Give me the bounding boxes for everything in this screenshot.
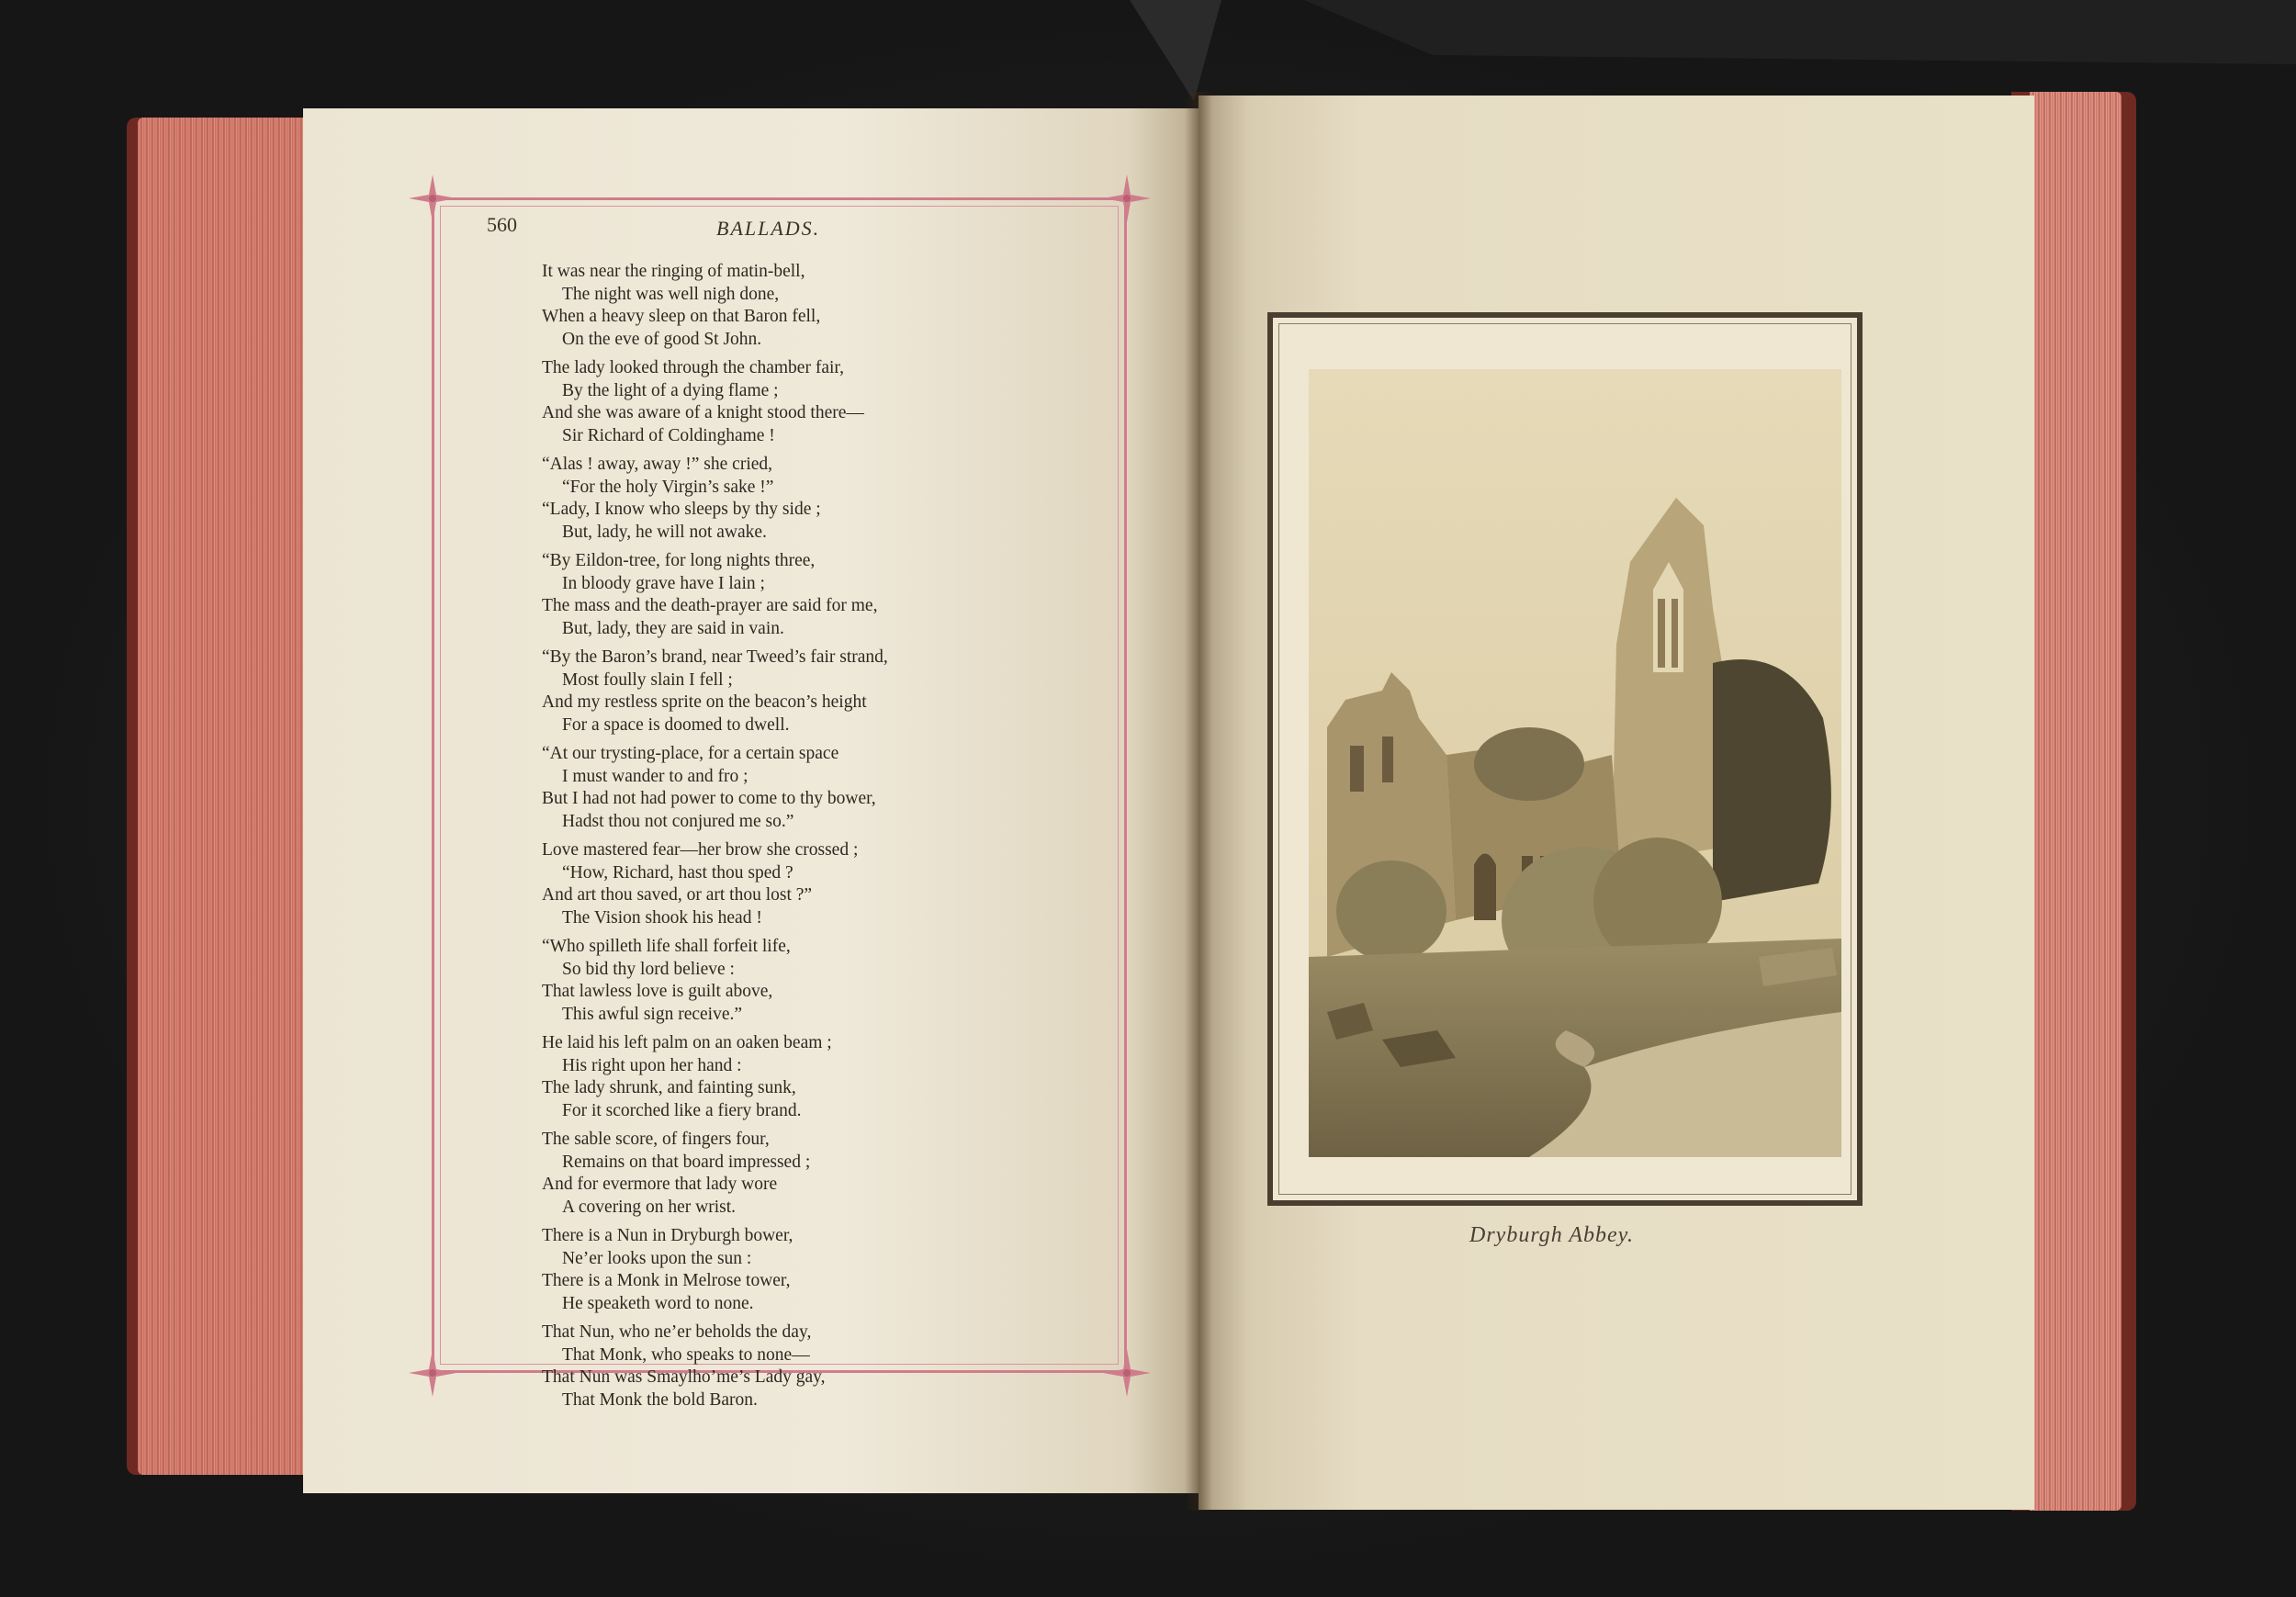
- abbey-photograph: [1309, 369, 1841, 1157]
- corner-ornament-icon: [1099, 171, 1154, 226]
- poem-text: [542, 261, 1093, 1418]
- poem-line: Most foully slain I fell ;: [562, 669, 733, 690]
- poem-line: That Nun, who ne’er beholds the day,: [542, 1322, 812, 1342]
- page-edges-right: [2030, 92, 2122, 1511]
- poem-line: That Monk, who speaks to none—: [562, 1344, 810, 1365]
- poem-stanza: [542, 1032, 1093, 1122]
- poem-line: On the eve of good St John.: [562, 329, 762, 349]
- poem-line: A covering on her wrist.: [562, 1197, 737, 1217]
- poem-stanza: [542, 936, 1093, 1026]
- poem-line: The lady looked through the chamber fair,: [542, 358, 844, 377]
- poem-stanza: [542, 357, 1093, 447]
- corner-ornament-icon: [1099, 1345, 1154, 1400]
- poem-line: Remains on that board impressed ;: [562, 1152, 811, 1172]
- poem-line: And my restless sprite on the beacon’s height: [542, 692, 867, 712]
- poem-line: He laid his left palm on an oaken beam ;: [542, 1033, 832, 1052]
- poem-line: For it scorched like a fiery brand.: [562, 1100, 802, 1120]
- poem-line: And art thou saved, or art thou lost ?”: [542, 885, 813, 905]
- poem-line: The Vision shook his head !: [562, 907, 762, 928]
- poem-line: So bid thy lord believe :: [562, 959, 735, 979]
- poem-line: That Monk the bold Baron.: [562, 1389, 758, 1410]
- poem-line: “By Eildon-tree, for long nights three,: [542, 551, 816, 570]
- corner-ornament-icon: [405, 1345, 460, 1400]
- poem-line: This awful sign receive.”: [562, 1004, 743, 1024]
- poem-line: And for evermore that lady wore: [542, 1175, 778, 1194]
- book-gutter: [1185, 92, 1212, 1511]
- poem-line: The mass and the death-prayer are said for me,: [542, 596, 878, 615]
- poem-line: There is a Monk in Melrose tower,: [542, 1271, 791, 1290]
- poem-line: Ne’er looks upon the sun :: [562, 1248, 752, 1268]
- poem-stanza: [542, 647, 1093, 737]
- poem-line: The lady shrunk, and fainting sunk,: [542, 1078, 796, 1097]
- poem-line: Love mastered fear—her brow she crossed ;: [542, 840, 859, 860]
- poem-line: Sir Richard of Coldinghame !: [562, 425, 775, 445]
- poem-line: But I had not had power to come to thy bower,: [542, 789, 876, 808]
- poem-stanza: [542, 1225, 1093, 1315]
- poem-line: In bloody grave have I lain ;: [562, 573, 765, 593]
- poem-line: For a space is doomed to dwell.: [562, 714, 790, 735]
- poem-stanza: [542, 1321, 1093, 1411]
- poem-stanza: [542, 839, 1093, 929]
- poem-line: “At our trysting-place, for a certain space: [542, 744, 839, 763]
- poem-stanza: [542, 261, 1093, 351]
- poem-line: “For the holy Virgin’s sake !”: [562, 477, 774, 497]
- poem-line: There is a Nun in Dryburgh bower,: [542, 1226, 793, 1245]
- poem-stanza: [542, 454, 1093, 544]
- poem-line: And she was aware of a knight stood there—: [542, 403, 864, 422]
- poem-line: It was near the ringing of matin-bell,: [542, 262, 805, 281]
- poem-stanza: [542, 743, 1093, 833]
- poem-line: “Alas ! away, away !” she cried,: [542, 455, 773, 474]
- plate-caption: Dryburgh Abbey.: [1469, 1223, 1634, 1247]
- poem-line: The night was well nigh done,: [562, 284, 780, 304]
- poem-line: By the light of a dying flame ;: [562, 380, 779, 400]
- poem-line: He speaketh word to none.: [562, 1293, 754, 1313]
- poem-stanza: [542, 550, 1093, 640]
- poem-line: His right upon her hand :: [562, 1055, 742, 1075]
- poem-line: “Who spilleth life shall forfeit life,: [542, 937, 791, 956]
- poem-line: That Nun was Smaylho’me’s Lady gay,: [542, 1367, 826, 1387]
- poem-line: Hadst thou not conjured me so.”: [562, 811, 794, 831]
- poem-line: “Lady, I know who sleeps by thy side ;: [542, 500, 821, 519]
- running-head: BALLADS.: [716, 217, 821, 240]
- poem-line: That lawless love is guilt above,: [542, 982, 773, 1001]
- poem-line: But, lady, he will not awake.: [562, 522, 767, 542]
- page-number: 560: [487, 213, 517, 236]
- poem-line: The sable score, of fingers four,: [542, 1130, 770, 1149]
- poem-line: “How, Richard, hast thou sped ?: [562, 862, 793, 883]
- page-edges-left: [138, 118, 308, 1475]
- poem-line: When a heavy sleep on that Baron fell,: [542, 307, 821, 326]
- corner-ornament-icon: [405, 171, 460, 226]
- poem-stanza: [542, 1129, 1093, 1219]
- poem-line: I must wander to and fro ;: [562, 766, 748, 786]
- poem-line: “By the Baron’s brand, near Tweed’s fair strand,: [542, 647, 888, 667]
- poem-line: But, lady, they are said in vain.: [562, 618, 784, 638]
